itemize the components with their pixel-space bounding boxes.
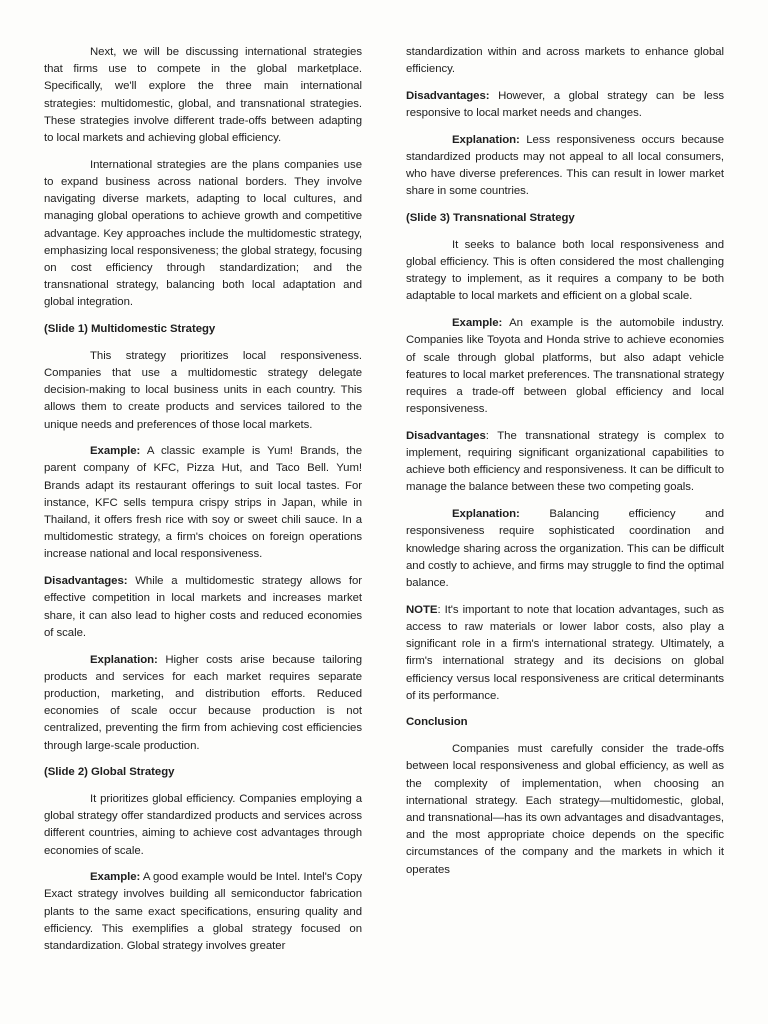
global-disadvantages [406, 88, 724, 122]
explanation-label: Explanation: [90, 653, 158, 666]
explanation-text: Balancing efficiency and responsiveness require sophisticated coordination and knowledge sharing across the organization. This can be difficult and costly to achieve, and firms may struggle to find the optimal balance. [406, 508, 724, 589]
left-column [44, 44, 362, 965]
note-label: NOTE [406, 603, 438, 616]
disadvantages-text: While a multidomestic strategy allows for effective competition in local markets and increases market share, it can also lead to higher costs and reduced economies of scale. [44, 575, 362, 639]
intro-paragraph: Next, we will be discussing international strategies that firms use to compete in the global marketplace. Specifically, we'll explore the three main international strategies: multidomestic, global, and transnational strategies. These strategies involve different trade-offs between adapting to local markets and achieving global efficiency. [44, 46, 362, 145]
transnational-disadvantages [406, 428, 724, 497]
global-heading: (Slide 2) Global Strategy [44, 766, 175, 779]
disadvantages-label: Disadvantages [406, 429, 486, 442]
transnational-heading: (Slide 3) Transnational Strategy [406, 212, 575, 225]
note-text: : It's important to note that location advantages, such as access to raw materials or lower labor costs, also play a significant role in a firm's international strategy. Ultimately, a firm's international strategy and its decisions on global efficiency versus local responsiveness are critical determinants of its performance. [406, 603, 724, 702]
example-text: An example is the automobile industry. Companies like Toyota and Honda strive to achieve economies of scale through global platforms, but also adapt vehicle features to local market preferences. The transnational strategy requires a trade-off between global efficiency and local responsiveness. [406, 317, 724, 416]
multidomestic-paragraph: This strategy prioritizes local responsiveness. Companies that use a multidomestic strategy delegate decision-making to local business units in each country. This allows them to create products and services tailored to the unique needs and preferences of those local markets. [44, 349, 362, 431]
global-explanation [406, 132, 724, 201]
example-label: Example: [90, 871, 141, 884]
note-paragraph [406, 602, 724, 705]
right-column [406, 44, 724, 888]
example-text: A classic example is Yum! Brands, the parent company of KFC, Pizza Hut, and Taco Bell. Yum! Brands adapt its restaurant offerings to suit local tastes. For instance, KFC sells tempura crispy strips in Japan, while in Thailand, it offers fresh rice with soy or sweet chili sauce. In a multidomestic strategy, a firm's choices on foreign operations increase national and local responsiveness. [44, 445, 362, 561]
global-example [44, 869, 362, 955]
definition-paragraph: International strategies are the plans companies use to expand business across national borders. They involve navigating diverse markets, adapting to local cultures, and managing global operations to achieve growth and competitive advantage. Key approaches include the multidomestic strategy, emphasizing local responsiveness; the global strategy, focusing on cost efficiency through standardization; and the transnational strategy, balancing both local adaptation and global integration. [44, 158, 362, 309]
transnational-example [406, 315, 724, 418]
transnational-explanation [406, 506, 724, 592]
explanation-label: Explanation: [452, 508, 520, 521]
conclusion-paragraph: Companies must carefully consider the trade-offs between local responsiveness and global efficiency, as well as the complexity of implementation, when choosing an international strategy. Each strategy—multidomestic, global, and transnational—has its own advantages and disadvantages, and the most appropriate choice depends on the specific circumstances of the company and the markets in which it operates [406, 743, 724, 876]
example-label: Example: [90, 445, 141, 458]
global-paragraph: It prioritizes global efficiency. Companies employing a global strategy offer standardized products and services across different countries, aiming to achieve cost advantages through economies of scale. [44, 792, 362, 857]
global-continuation: standardization within and across markets to enhance global efficiency. [406, 46, 724, 76]
multidomestic-explanation [44, 652, 362, 755]
disadvantages-text: However, a global strategy can be less responsive to local market needs and changes. [406, 89, 724, 120]
multidomestic-heading: (Slide 1) Multidomestic Strategy [44, 323, 216, 336]
transnational-paragraph: It seeks to balance both local responsiveness and global efficiency. This is often considered the most challenging strategy to implement, as it requires a company to be both adaptable to local markets and efficient on a global scale. [406, 238, 724, 303]
conclusion-heading: Conclusion [406, 716, 468, 729]
example-text: A good example would be Intel. Intel's Copy Exact strategy involves building all semiconductor fabrication plants to the same exact specifications, ensuring quality and efficiency. This exemplifies a global strategy focused on standardization. Global strategy involves greater [44, 871, 362, 953]
explanation-text: Higher costs arise because tailoring products and services for each market requires separate production, marketing, and distribution efforts. Reduced economies of scale occur because production is not centralized, preventing the firm from achieving cost efficiencies through large-scale production. [44, 653, 362, 752]
disadvantages-label: Disadvantages: [406, 89, 490, 102]
multidomestic-example [44, 443, 362, 563]
disadvantages-text: : The transnational strategy is complex to implement, requiring significant organizational capabilities to achieve both efficiency and responsiveness. It can be difficult to manage the balance between these two competing goals. [406, 429, 724, 494]
multidomestic-disadvantages [44, 573, 362, 642]
disadvantages-label: Disadvantages: [44, 575, 128, 588]
explanation-text: Less responsiveness occurs because standardized products may not appeal to all local consumers, who have diverse preferences. This can result in lower market share in some countries. [406, 133, 724, 198]
explanation-label: Explanation: [452, 133, 520, 146]
example-label: Example: [452, 317, 503, 330]
